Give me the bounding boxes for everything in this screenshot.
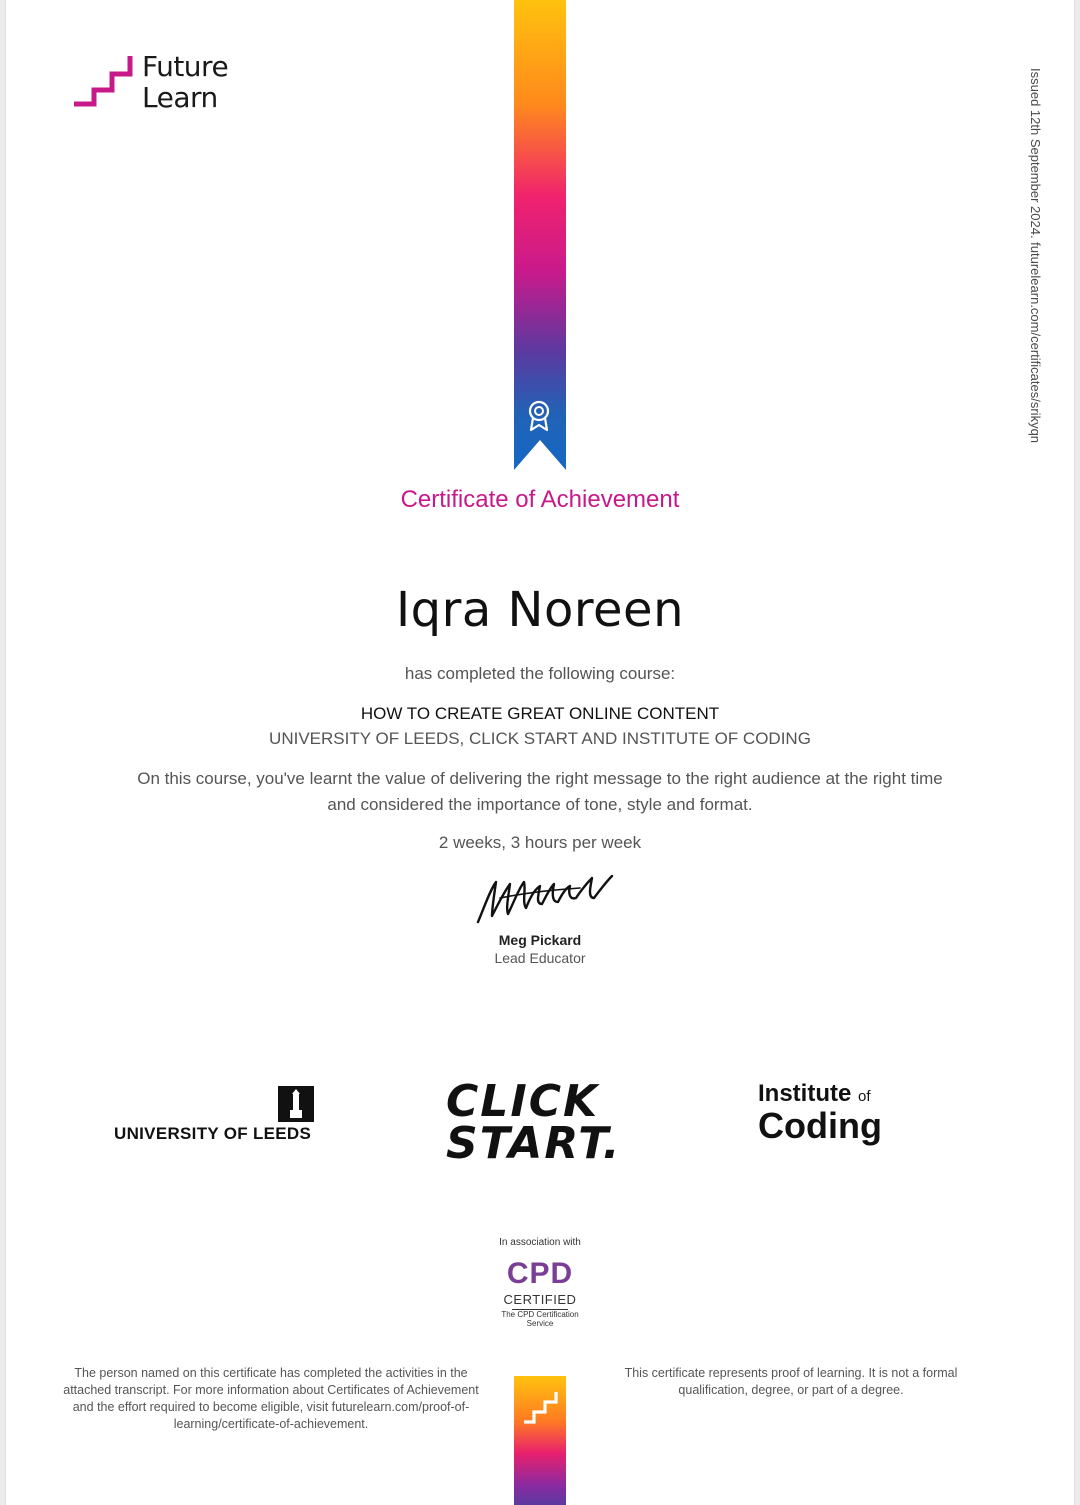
course-providers: UNIVERSITY OF LEEDS, CLICK START AND INSTITUTE OF CODING <box>269 729 811 748</box>
footer-left-note: The person named on this certificate has completed the activities in the attached transcript. For more information about Certificates of Achievement and the effort required to become eligible, visit futurelearn.com/proof-of-learning/certificate-of-achievement. <box>63 1366 479 1431</box>
course-name: HOW TO CREATE GREAT ONLINE CONTENT <box>360 704 720 723</box>
leeds-tower-icon <box>278 1086 314 1122</box>
futurelearn-logo <box>72 52 242 116</box>
signature-image <box>470 868 620 932</box>
click-start-line1: CLICK <box>446 1076 600 1127</box>
signatory-role: Lead Educator <box>494 950 586 966</box>
cpd-service-text: The CPD Certification Service <box>501 1310 579 1328</box>
logo-word-learn: Learn <box>142 81 218 114</box>
issued-info: Issued 12th September 2024. futurelearn.com/certificates/srikyqn <box>1028 68 1043 444</box>
click-start-line2: START. <box>446 1118 622 1169</box>
certificate-page <box>6 0 1074 1505</box>
recipient-name: Iqra Noreen <box>396 582 684 638</box>
footer-right-note: This certificate represents proof of learning. It is not a formal qualification, degree, or part of a degree. <box>624 1366 958 1397</box>
logo-word-future: Future <box>142 50 229 83</box>
cpd-certified-logo <box>500 1258 580 1334</box>
ioc-line1: Institute of <box>758 1080 871 1107</box>
course-description: On this course, you've learnt the value of delivering the right message to the right audience at the right time and considered the importance of tone, style and format. <box>137 769 943 814</box>
university-of-leeds-logo <box>114 1084 324 1146</box>
association-label: In association with <box>499 1237 581 1248</box>
cpd-certified-text: CERTIFIED <box>503 1292 577 1307</box>
bottom-gradient-ribbon <box>514 1376 566 1505</box>
signatory-name: Meg Pickard <box>498 932 582 948</box>
click-start-logo <box>446 1078 636 1168</box>
institute-of-coding-logo <box>758 1080 918 1150</box>
ioc-line2: Coding <box>758 1105 882 1146</box>
course-duration: 2 weeks, 3 hours per week <box>438 833 642 852</box>
completed-statement: has completed the following course: <box>404 664 676 683</box>
award-rosette-icon <box>524 398 554 434</box>
stairs-icon <box>72 52 138 108</box>
leeds-wordmark: UNIVERSITY OF LEEDS <box>114 1124 312 1143</box>
certificate-title: Certificate of Achievement <box>400 486 680 513</box>
cpd-wordmark: CPD <box>506 1257 574 1290</box>
